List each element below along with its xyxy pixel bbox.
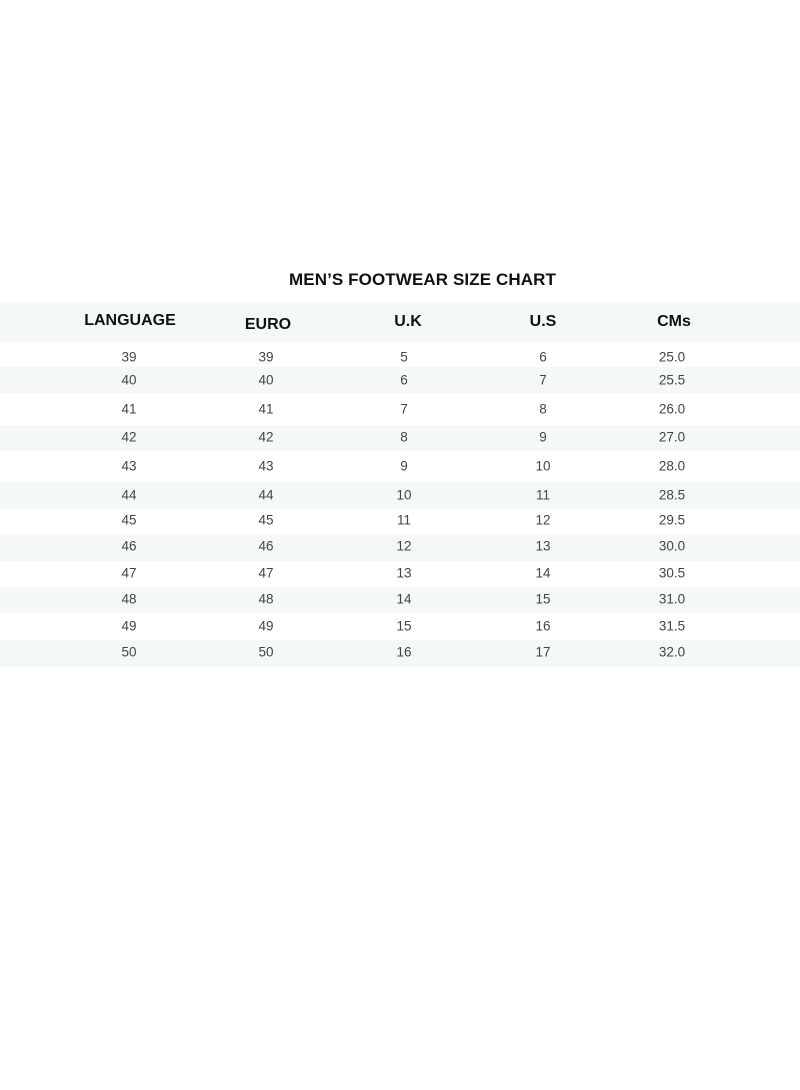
- cell-euro: 45: [258, 512, 274, 528]
- cell-us: 15: [535, 591, 551, 607]
- cell-cms: 26.0: [658, 401, 686, 417]
- cell-language: 42: [121, 429, 137, 445]
- cell-us: 10: [535, 458, 551, 474]
- cell-uk: 8: [400, 429, 408, 445]
- cell-euro: 42: [258, 429, 274, 445]
- cell-language: 49: [121, 618, 137, 634]
- cell-uk: 12: [396, 538, 412, 554]
- cell-us: 14: [535, 565, 551, 581]
- cell-euro: 43: [258, 458, 274, 474]
- cell-language: 40: [121, 372, 137, 388]
- cell-cms: 31.5: [658, 618, 686, 634]
- cell-cms: 27.0: [658, 429, 686, 445]
- cell-language: 43: [121, 458, 137, 474]
- cell-euro: 41: [258, 401, 274, 417]
- cell-language: 50: [121, 644, 137, 660]
- cell-language: 46: [121, 538, 137, 554]
- cell-us: 13: [535, 538, 551, 554]
- cell-euro: 50: [258, 644, 274, 660]
- cell-euro: 44: [258, 487, 274, 503]
- header-language: LANGUAGE: [84, 312, 176, 329]
- cell-uk: 10: [396, 487, 412, 503]
- cell-uk: 16: [396, 644, 412, 660]
- cell-cms: 29.5: [658, 512, 686, 528]
- header-us: U.S: [529, 313, 557, 330]
- cell-uk: 11: [396, 512, 412, 528]
- cell-uk: 15: [396, 618, 412, 634]
- cell-cms: 28.0: [658, 458, 686, 474]
- cell-us: 9: [539, 429, 547, 445]
- cell-cms: 25.0: [658, 349, 686, 365]
- cell-uk: 9: [400, 458, 408, 474]
- cell-euro: 46: [258, 538, 274, 554]
- cell-uk: 6: [400, 372, 408, 388]
- cell-euro: 39: [258, 349, 274, 365]
- cell-euro: 40: [258, 372, 274, 388]
- chart-title: MEN’S FOOTWEAR SIZE CHART: [289, 270, 556, 289]
- cell-cms: 30.5: [658, 565, 686, 581]
- cell-language: 39: [121, 349, 137, 365]
- cell-uk: 7: [400, 401, 408, 417]
- cell-uk: 5: [400, 349, 408, 365]
- header-cms: CMs: [657, 313, 691, 330]
- cell-uk: 13: [396, 565, 412, 581]
- cell-euro: 49: [258, 618, 274, 634]
- cell-us: 16: [535, 618, 551, 634]
- cell-cms: 28.5: [658, 487, 686, 503]
- cell-uk: 14: [396, 591, 412, 607]
- cell-cms: 31.0: [658, 591, 686, 607]
- cell-language: 41: [121, 401, 137, 417]
- cell-cms: 30.0: [658, 538, 686, 554]
- cell-us: 17: [535, 644, 551, 660]
- cell-us: 11: [535, 487, 551, 503]
- cell-cms: 32.0: [658, 644, 686, 660]
- cell-cms: 25.5: [658, 372, 686, 388]
- cell-us: 12: [535, 512, 551, 528]
- cell-language: 45: [121, 512, 137, 528]
- cell-language: 48: [121, 591, 137, 607]
- cell-language: 44: [121, 487, 137, 503]
- header-uk: U.K: [394, 313, 422, 330]
- cell-us: 8: [539, 401, 547, 417]
- cell-us: 7: [539, 372, 547, 388]
- header-euro: EURO: [244, 316, 292, 333]
- cell-euro: 47: [258, 565, 274, 581]
- cell-language: 47: [121, 565, 137, 581]
- cell-us: 6: [539, 349, 547, 365]
- table-header: [0, 302, 800, 342]
- cell-euro: 48: [258, 591, 274, 607]
